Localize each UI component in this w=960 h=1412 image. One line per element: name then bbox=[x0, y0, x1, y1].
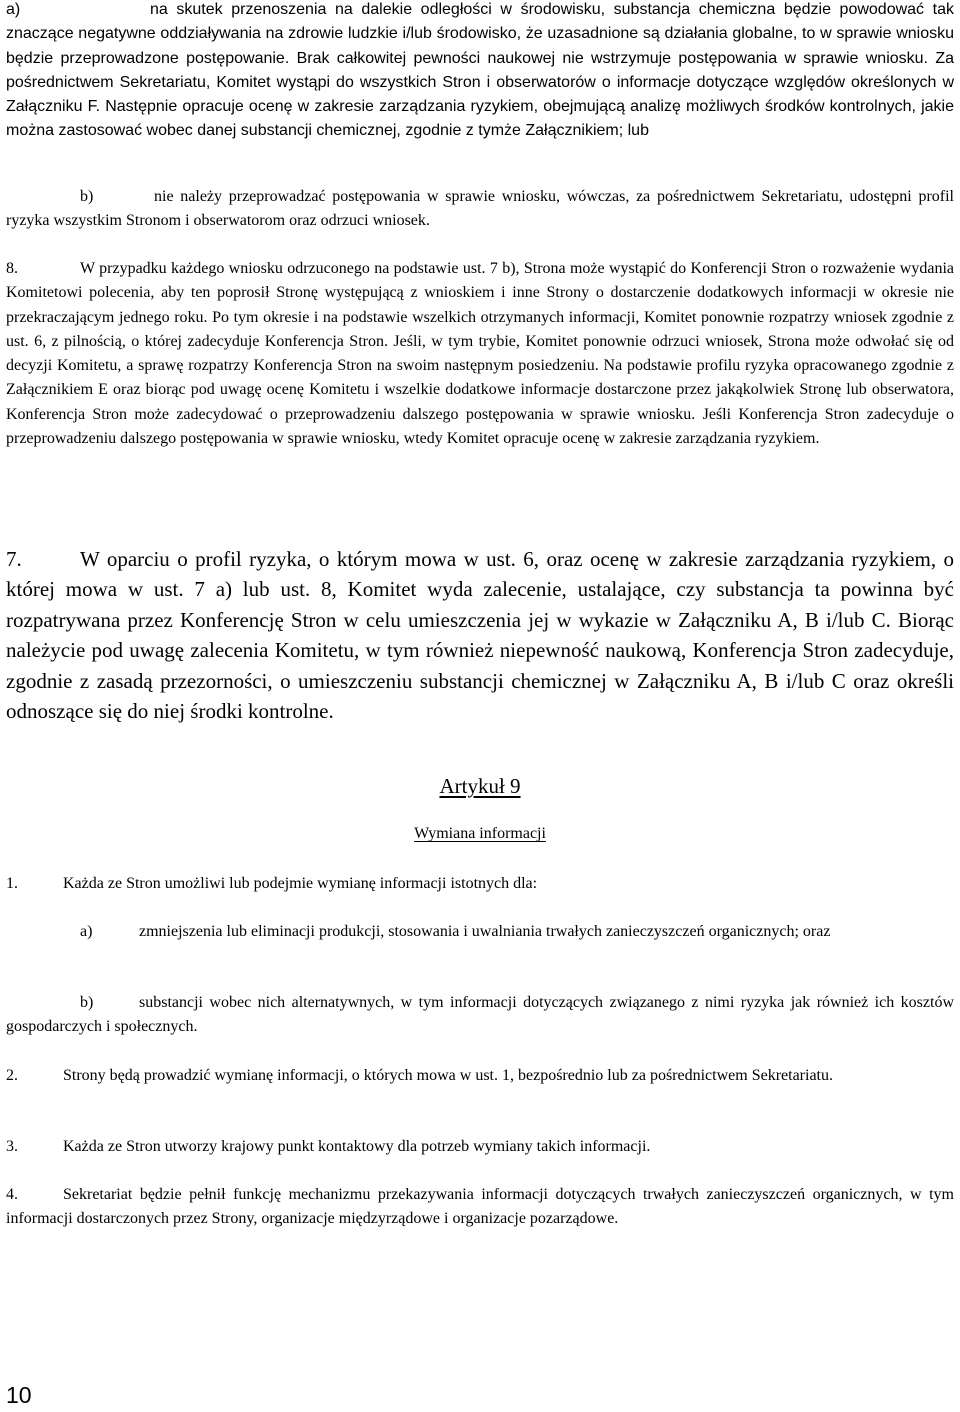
item-1a bbox=[6, 920, 954, 944]
item-2-text: Strony będą prowadzić wymianę informacji, o których mowa w ust. 1, bezpośrednio lub za pośrednictwem Sekretariatu. bbox=[63, 1067, 833, 1084]
paragraph-a-label: a) bbox=[6, 1, 21, 18]
item-1-label: 1. bbox=[6, 875, 18, 892]
paragraph-a bbox=[6, 0, 954, 144]
point-8 bbox=[6, 257, 954, 451]
point-8-text: W przypadku każdego wniosku odrzuconego na podstawie ust. 7 b), Strona może wystąpić do Konferencji Stron o rozważenie wydania Komitetowi polecenia, aby ten poprosił Stronę występującą z wnioskiem i inne Strony o dostarczenie dodatkowych informacji w okresie nie przekraczającym jednego roku. Po tym okresie i na podstawie wszelkich otrzymanych informacji, Komitet ponownie rozpatrzy wniosek zgodnie z ust. 6, z pilnością, o której zadecyduje Konferencja Stron. Jeśli, w tym trybie, Komitet ponownie odrzuci wniosek, Strona może odwołać się od decyzji Komitetu, a sprawę rozpatrzy Konferencja Stron na swoim następnym posiedzeniu. Na podstawie profilu ryzyka opracowanego zgodnie z Załącznikiem E oraz biorąc pod uwagę ocenę Komitetu i wszelkie dodatkowe informacje dostarczone przez jakąkolwiek Stronę lub obserwatora, Konferencja Stron może zadecydować o przeprowadzeniu dalszego postępowania w sprawie wniosku. Jeśli Konferencja Stron zadecyduje o przeprowadzeniu dalszego postępowania w sprawie wniosku, wtedy Komitet opracuje ocenę w zakresie zarządzania ryzykiem. bbox=[6, 260, 954, 448]
item-1a-text: zmniejszenia lub eliminacji produkcji, stosowania i uwalniania trwałych zanieczyszczeń organicznych; oraz bbox=[139, 923, 831, 940]
item-4-label: 4. bbox=[6, 1186, 18, 1203]
item-3 bbox=[6, 1135, 954, 1159]
paragraph-b bbox=[6, 185, 954, 234]
item-2-label: 2. bbox=[6, 1067, 18, 1084]
point-8-label: 8. bbox=[6, 260, 18, 277]
article-title-text: Artykuł 9 bbox=[439, 774, 521, 798]
item-1a-label: a) bbox=[80, 923, 93, 940]
point-7-text: W oparciu o profil ryzyka, o którym mowa w ust. 6, oraz ocenę w zakresie zarządzania ryzykiem, o której mowa w ust. 7 a) lub ust. 8, Komitet wyda zalecenie, ustalające, czy substancja ta powinna być rozpatrywana przez Konferencję Stron w celu umieszczenia jej w wykazie w Załączniku A, B i/lub C. Biorąc należycie pod uwagę zalecenia Komitetu, w tym również niepewność naukową, Konferencja Stron zadecyduje, zgodnie z zasadą przezorności, o umieszczeniu substancji chemicznej w Załączniku A, B i/lub C oraz określi odnoszące się do niej środki kontrolne. bbox=[6, 547, 954, 724]
page-number: 10 bbox=[6, 1382, 32, 1408]
item-3-label: 3. bbox=[6, 1138, 18, 1155]
point-7 bbox=[6, 544, 954, 726]
item-1 bbox=[6, 872, 954, 896]
item-4-text: Sekretariat będzie pełnił funkcję mechanizmu przekazywania informacji dotyczących trwałych zanieczyszczeń organicznych, w tym informacji dostarczonych przez Strony, organizacje międzyrządowe i organizacje pozarządowe. bbox=[6, 1186, 954, 1228]
item-4 bbox=[6, 1183, 954, 1232]
item-1b bbox=[6, 991, 954, 1040]
paragraph-b-label: b) bbox=[80, 188, 94, 205]
item-3-text: Każda ze Stron utworzy krajowy punkt kontaktowy dla potrzeb wymiany takich informacji. bbox=[63, 1138, 651, 1155]
item-1b-label: b) bbox=[80, 994, 94, 1011]
item-2 bbox=[6, 1064, 954, 1088]
item-1b-text: substancji wobec nich alternatywnych, w tym informacji dotyczących związanego z nimi ryzyka jak również ich kosztów gospodarczych i społecznych. bbox=[6, 994, 954, 1036]
point-7-label: 7. bbox=[6, 547, 22, 571]
article-subtitle bbox=[0, 825, 960, 843]
item-1-text: Każda ze Stron umożliwi lub podejmie wymianę informacji istotnych dla: bbox=[63, 875, 538, 892]
article-subtitle-text: Wymiana informacji bbox=[414, 825, 546, 842]
paragraph-b-text: nie należy przeprowadzać postępowania w sprawie wniosku, wówczas, za pośrednictwem Sekretariatu, udostępni profil ryzyka wszystkim Stronom i obserwatorom oraz odrzuci wniosek. bbox=[6, 188, 954, 230]
article-title bbox=[0, 774, 960, 799]
paragraph-a-text: na skutek przenoszenia na dalekie odległości w środowisku, substancja chemiczna będzie powodować tak znaczące negatywne oddziaływania na zdrowie ludzkie i/lub środowisko, że uzasadnione są działania globalne, to w sprawie wniosku będzie przeprowadzone postępowanie. Brak całkowitej pewności naukowej nie wstrzymuje postępowania w sprawie wniosku. Za pośrednictwem Sekretariatu, Komitet wystąpi do wszystkich Stron i obserwatorów o informacje dotyczące względów określonych w Załączniku F. Następnie opracuje ocenę w zakresie zarządzania ryzykiem, obejmującą analizę możliwych środków kontrolnych, jakie można zastosować wobec danej substancji chemicznej, zgodnie z tymże Załącznikiem; lub bbox=[6, 1, 954, 140]
